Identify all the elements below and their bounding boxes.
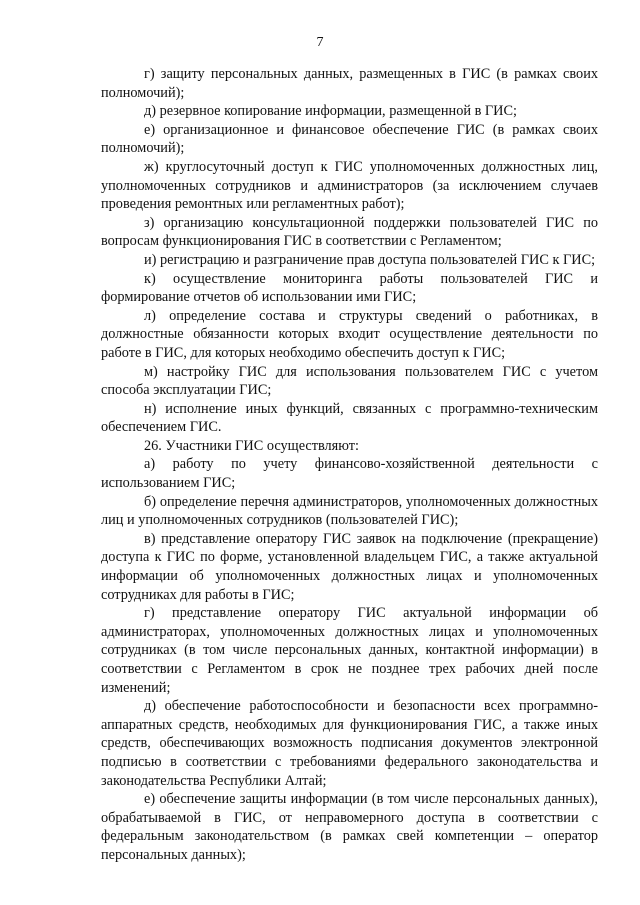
list-item-d-operability: д) обеспечение работоспособности и безопасности всех программно-аппаратных средств, необходимых для функционирования ГИС, а также иных средств, обеспечивающих возможность подписания документов электронной подписью в соответствии с требованиями федерального законодательства и законодательства Республики Алтай; (101, 698, 598, 789)
list-item-z-consulting-support: з) организацию консультационной поддержки пользователей ГИС по вопросам функционирования ГИС в соответствии с Регламентом; (101, 214, 598, 250)
list-item-d-backup: д) резервное копирование информации, размещенной в ГИС; (144, 103, 517, 120)
list-item-a-accounting: а) работу по учету финансово-хозяйственной деятельности с использованием ГИС; (101, 456, 598, 492)
list-item-i-access-rights: и) регистрацию и разграничение прав доступа пользователей ГИС к ГИС; (144, 251, 596, 268)
list-item-n-other-functions: н) исполнение иных функций, связанных с программно-техническим обеспечением ГИС. (101, 400, 598, 436)
document-body (101, 65, 598, 865)
list-item-e-information-protection: е) обеспечение защиты информации (в том числе персональных данных), обрабатываемой в ГИС, от неправомерного доступа в соответствии с федеральным законодательством (в рамках свей компетенции – оператор персональных данных); (101, 791, 598, 863)
list-item-k-monitoring: к) осуществление мониторинга работы пользователей ГИС и формирование отчетов об использовании ими ГИС; (101, 270, 598, 306)
list-item-g-actual-information: г) представление оператору ГИС актуальной информации об администраторах, уполномоченных должностных лицах и уполномоченных сотрудниках (в том числе персональных данных, контактной информации) в соответствии с Регламентом в срок не позднее трех рабочих дней после изменений; (101, 605, 598, 696)
list-item-g-personal-data-protection: г) защиту персональных данных, размещенных в ГИС (в рамках своих полномочий); (101, 66, 598, 101)
list-item-e-financial-support: е) организационное и финансовое обеспечение ГИС (в рамках своих полномочий); (101, 121, 598, 157)
list-item-zh-round-the-clock-access: ж) круглосуточный доступ к ГИС уполномоченных должностных лиц, уполномоченных сотрудников и администраторов (за исключением случаев проведения ремонтных или регламентных работ); (101, 158, 598, 213)
list-item-l-staff-structure: л) определение состава и структуры сведений о работниках, в должностные обязанности которых входит осуществление деятельности по работе в ГИС, для которых необходимо обеспечить доступ к ГИС; (101, 307, 598, 361)
section-26-heading: 26. Участники ГИС осуществляют: (144, 437, 359, 454)
list-item-m-configuration: м) настройку ГИС для использования пользователем ГИС с учетом способа эксплуатации ГИС; (101, 363, 598, 399)
page-number: 7 (316, 35, 324, 50)
list-item-b-administrators: б) определение перечня администраторов, уполномоченных должностных лиц и уполномоченных сотрудников (пользователей ГИС); (101, 493, 598, 529)
list-item-v-connection-requests: в) представление оператору ГИС заявок на подключение (прекращение) доступа к ГИС по форме, установленной владельцем ГИС, а также актуальной информации об уполномоченных должностных лицах и уполномоченных сотрудниках для работы в ГИС; (101, 530, 598, 603)
